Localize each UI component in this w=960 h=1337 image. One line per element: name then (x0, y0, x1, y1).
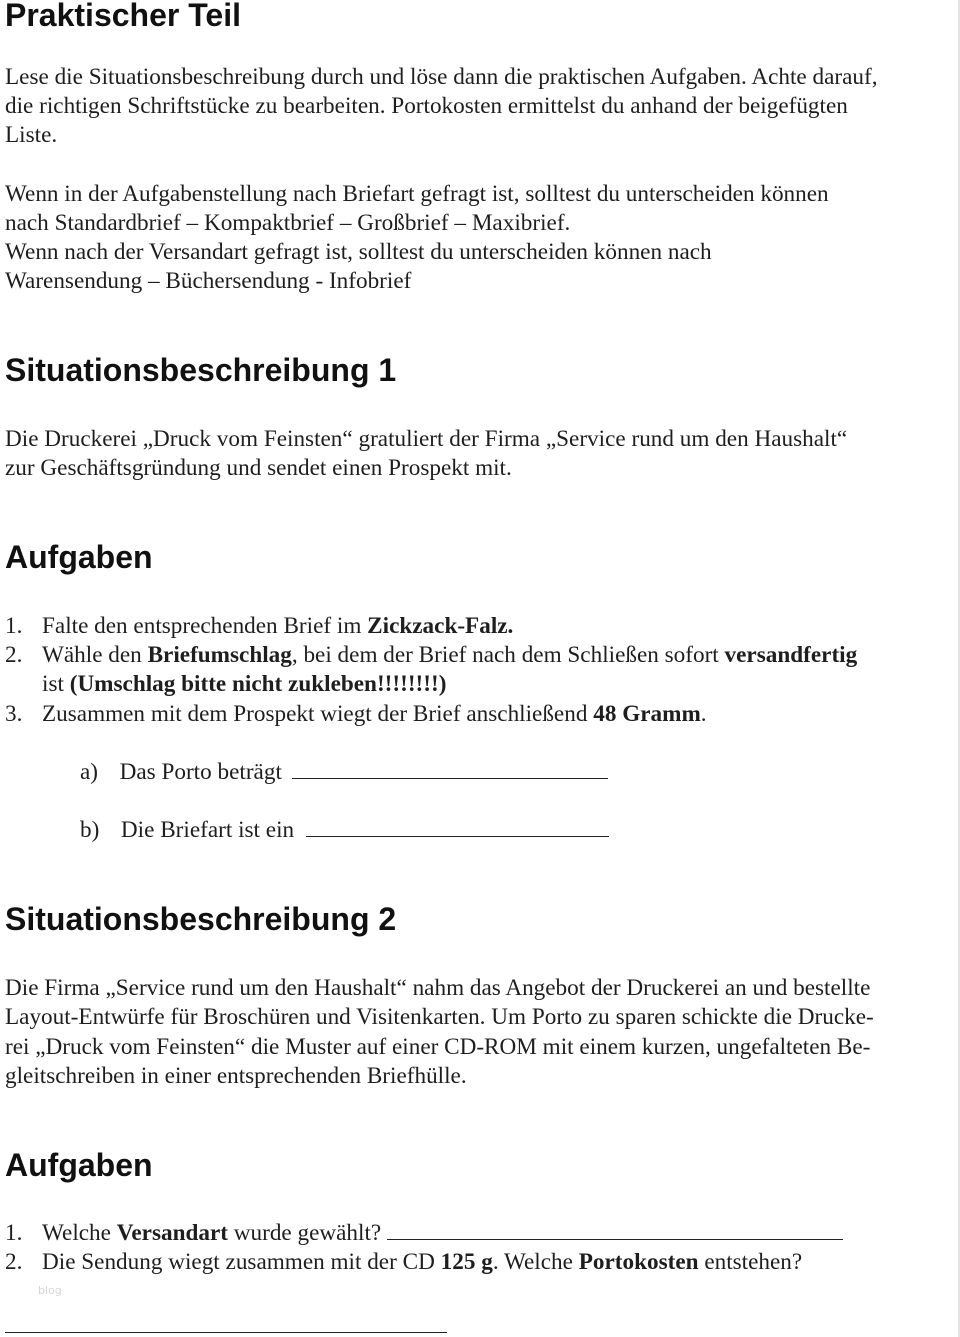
task-1-2 (5, 641, 945, 671)
task-text: Die Sendung wiegt zusammen mit der CD (42, 1249, 441, 1275)
task-emphasis: Versandart (116, 1220, 228, 1246)
task-1-2-continued (5, 670, 945, 700)
task-emphasis: versandfertig (724, 642, 858, 668)
subtask-text: Die Briefart ist ein (120, 817, 295, 843)
answer-line-briefart[interactable] (306, 835, 609, 837)
task-text: wurde gewählt? (227, 1220, 382, 1246)
situation-2-line-1: Die Firma „Service rund um den Haushalt“ nahm das Angebot der Druckerei an und bestellte (5, 975, 871, 1001)
task-number: 2. (5, 1249, 23, 1275)
intro-line-2: die richtigen Schriftstücke zu bearbeiten. Portokosten ermittelst du anhand der beigefügten (5, 93, 848, 119)
subtask-text: Das Porto beträgt (119, 759, 282, 785)
task-2-2 (5, 1248, 945, 1278)
subtask-label: b) (80, 817, 100, 843)
task-text: , bei dem der Brief nach dem Schließen sofort (291, 642, 725, 668)
task-emphasis: 125 g (440, 1249, 493, 1275)
task-emphasis: Portokosten (578, 1249, 699, 1275)
task-text: entstehen? (698, 1249, 803, 1275)
heading-aufgaben-1: Aufgaben (5, 539, 153, 575)
intro-line-1: Lese die Situationsbeschreibung durch und löse dann die praktischen Aufgaben. Achte darauf, (5, 64, 878, 90)
task-text: ist (42, 671, 70, 697)
task-text: Falte den entsprechenden Brief im (42, 613, 368, 639)
subtask-a (80, 758, 608, 787)
situation-1-line-2: zur Geschäftsgründung und sendet einen Prospekt mit. (5, 455, 512, 481)
task-text: . (700, 701, 707, 727)
situation-1-line-1: Die Druckerei „Druck vom Feinsten“ gratuliert der Firma „Service rund um den Haushalt“ (5, 426, 848, 452)
task-emphasis: 48 Gramm (593, 701, 701, 727)
answer-line-porto[interactable] (292, 777, 608, 779)
answer-line-versandart[interactable] (387, 1238, 843, 1240)
watermark: blog (38, 1284, 62, 1297)
task-number: 1. (5, 613, 23, 639)
task-emphasis: Zickzack-Falz. (367, 613, 514, 639)
task-emphasis: (Umschlag bitte nicht zukleben!!!!!!!!) (69, 671, 447, 697)
task-1-1 (5, 612, 945, 642)
situation-2-line-2: Layout-Entwürfe für Broschüren und Visitenkarten. Um Porto zu sparen schickte die Drucke- (5, 1004, 874, 1030)
intro-versandart-line-2: Warensendung – Büchersendung - Infobrief (5, 268, 412, 294)
subtask-b (80, 816, 609, 845)
task-text: . Welche (492, 1249, 579, 1275)
intro-line-3: Liste. (5, 122, 58, 148)
answer-line-portokosten[interactable] (5, 1332, 447, 1333)
task-2-1 (5, 1219, 945, 1249)
heading-praktischer-teil: Praktischer Teil (5, 0, 241, 33)
task-text: Zusammen mit dem Prospekt wiegt der Brief anschließend (42, 701, 594, 727)
task-number: 3. (5, 701, 23, 727)
intro-briefart-line-2: nach Standardbrief – Kompaktbrief – Großbrief – Maxibrief. (5, 210, 571, 236)
heading-situation-1: Situationsbeschreibung 1 (5, 352, 397, 388)
task-number: 2. (5, 642, 23, 668)
subtask-label: a) (80, 759, 99, 785)
task-emphasis: Briefumschlag (147, 642, 292, 668)
situation-2-line-3: rei „Druck vom Feinsten“ die Muster auf einer CD-ROM mit einem kurzen, ungefalteten Be- (5, 1034, 871, 1060)
heading-situation-2: Situationsbeschreibung 2 (5, 901, 397, 937)
heading-aufgaben-2: Aufgaben (5, 1147, 153, 1183)
task-text: Welche (42, 1220, 117, 1246)
task-number: 1. (5, 1220, 23, 1246)
task-1-3 (5, 700, 945, 730)
intro-briefart-line-1: Wenn in der Aufgabenstellung nach Briefart gefragt ist, solltest du unterscheiden können (5, 181, 829, 207)
intro-versandart-line-1: Wenn nach der Versandart gefragt ist, solltest du unterscheiden können nach (5, 239, 712, 265)
task-text: Wähle den (42, 642, 148, 668)
situation-2-line-4: gleitschreiben in einer entsprechenden Briefhülle. (5, 1063, 467, 1089)
